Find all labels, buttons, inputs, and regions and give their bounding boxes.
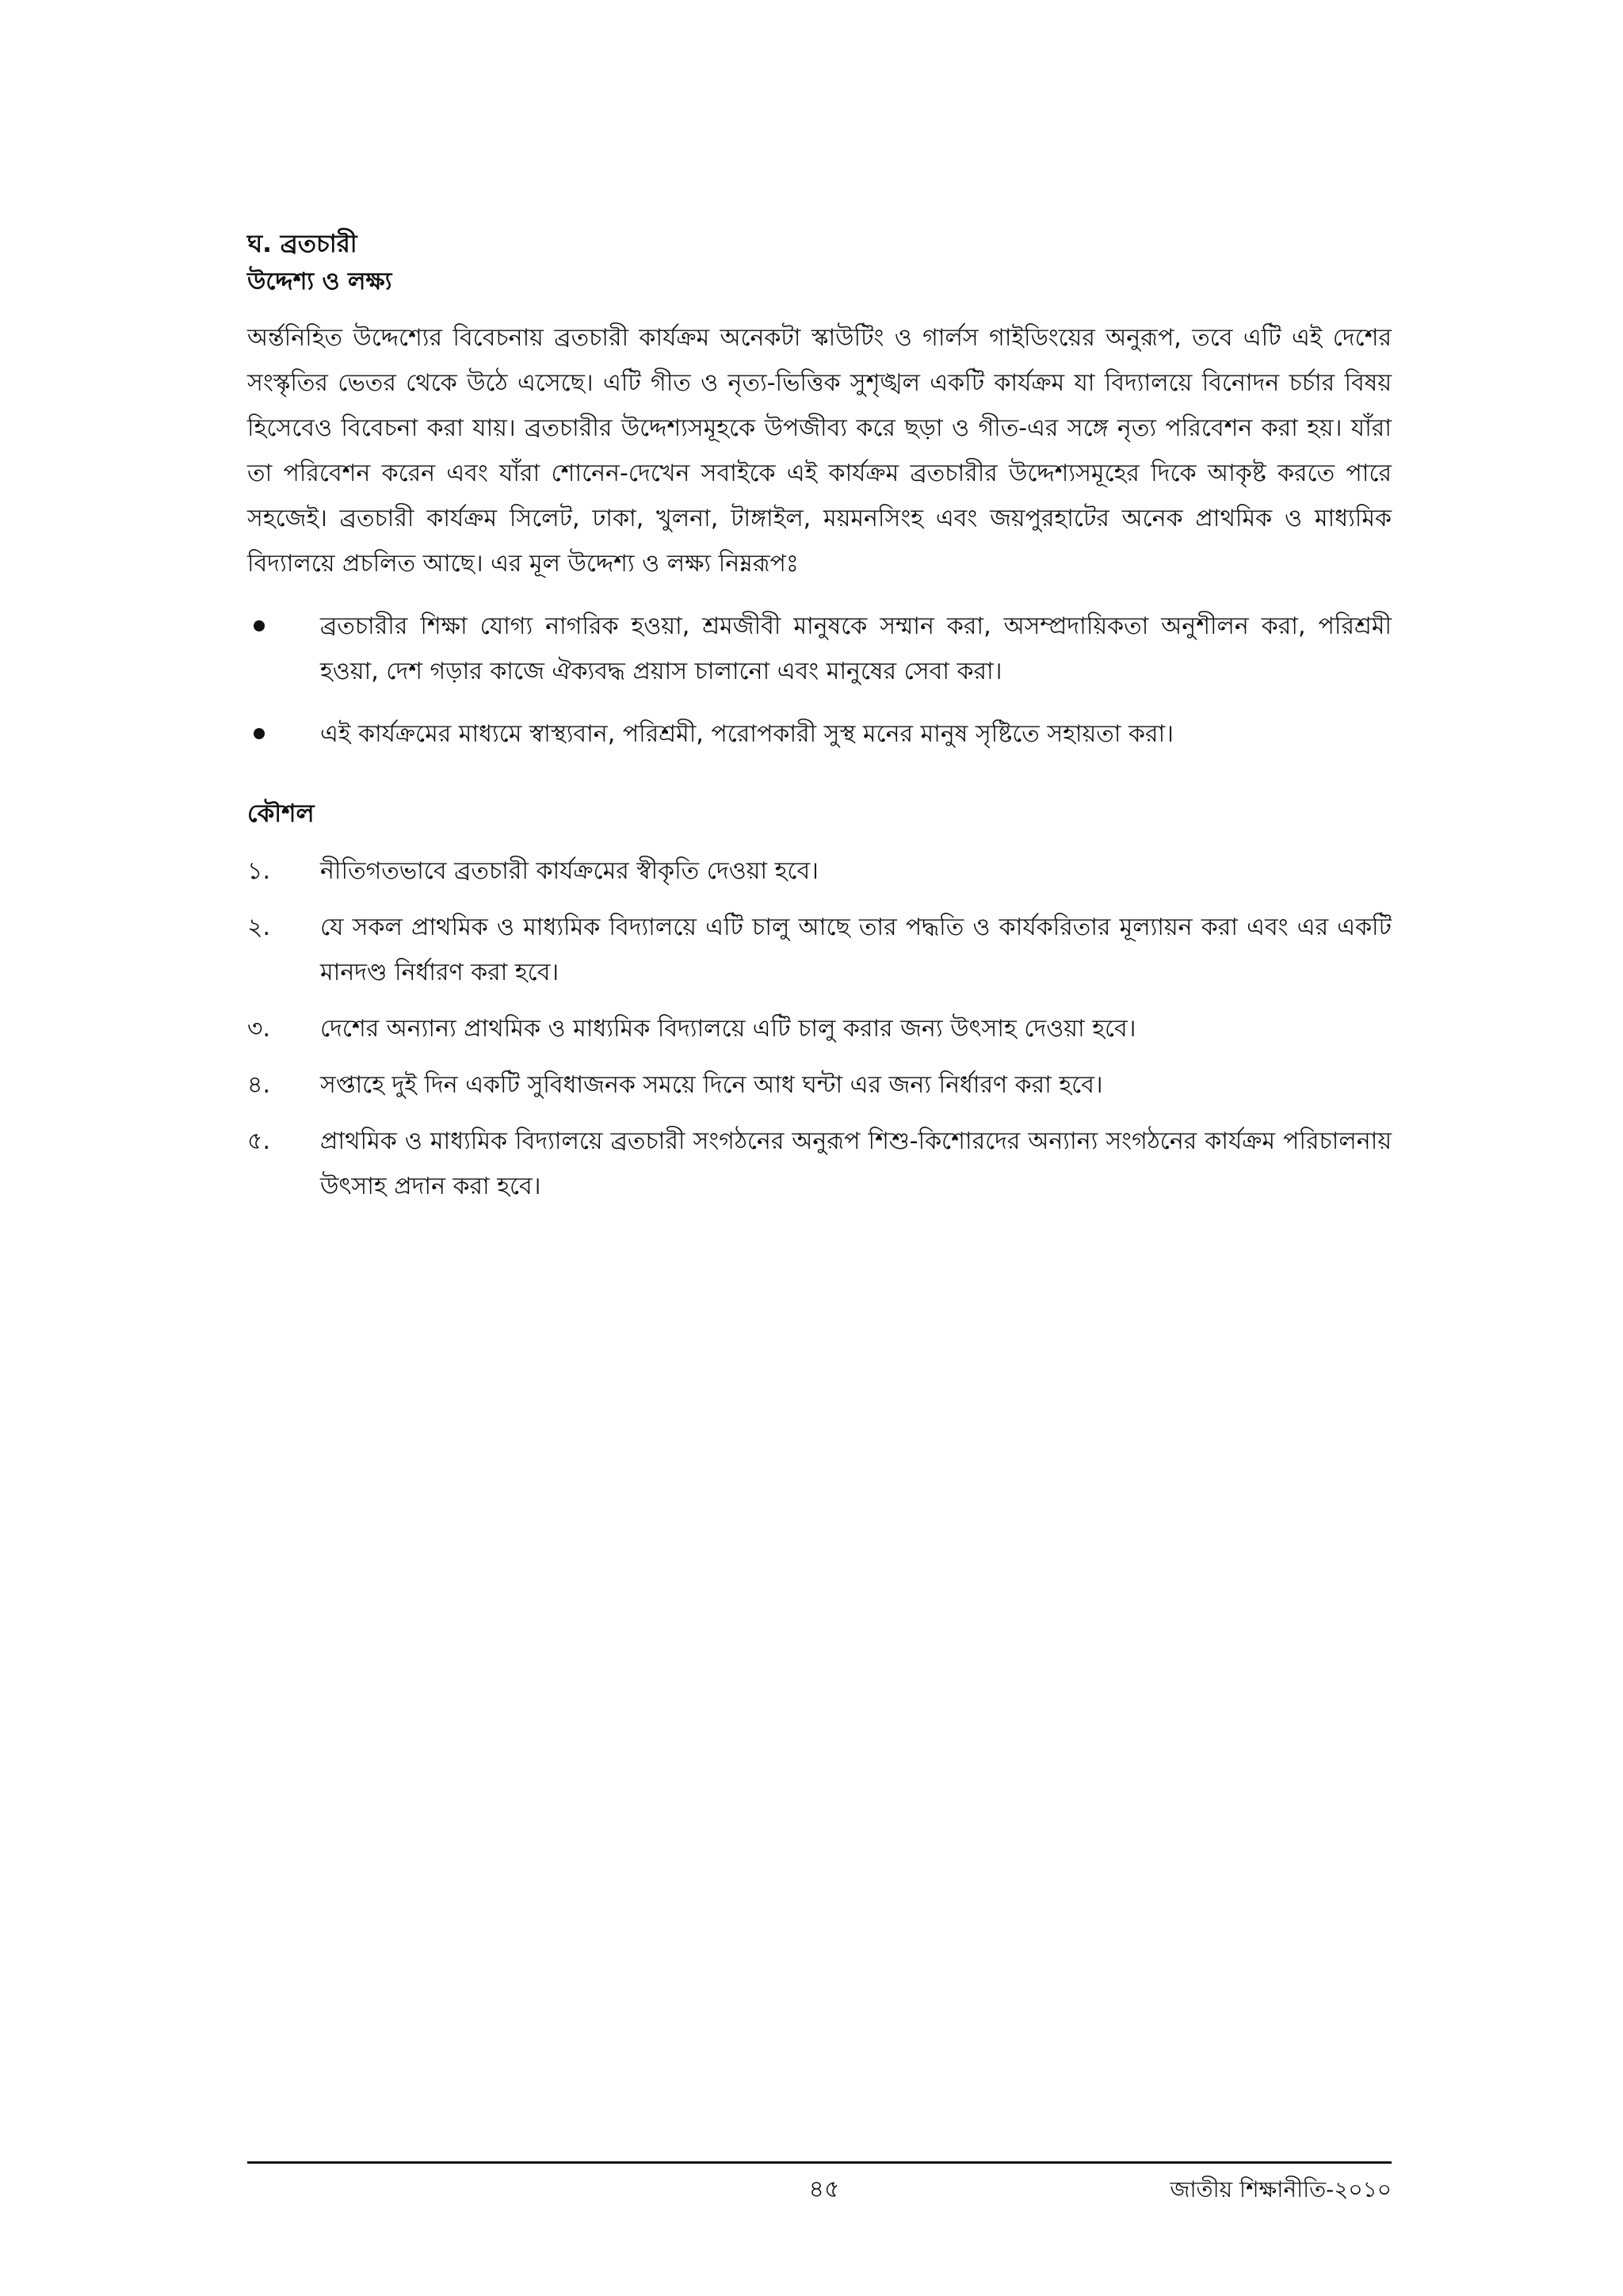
- bullet-text: ব্রতচারীর শিক্ষা যোগ্য নাগরিক হওয়া, শ্রমজীবী মানুষকে সম্মান করা, অসম্প্রদায়িকতা অনুশীলন করা, পরিশ্রমী হওয়া, দেশ গড়ার কাজে ঐক্যবদ্ধ প্রয়াস চালানো এবং মানুষের সেবা করা।: [320, 612, 1392, 685]
- document-title-footer: জাতীয় শিক্ষানীতি-২০১০: [1170, 2176, 1392, 2203]
- intro-paragraph: অর্ন্তনিহিত উদ্দেশ্যের বিবেচনায় ব্রতচারী কার্যক্রম অনেকটা স্কাউটিং ও গার্লস গাইডিংয়ের অনুরূপ, তবে এটি এই দেশের সংস্কৃতির ভেতর থেকে উঠে এসেছে। এটি গীত ও নৃত্য-ভিত্তিক সুশৃঙ্খল একটি কার্যক্রম যা বিদ্যালয়ে বিনোদন চর্চার বিষয় হিসেবেও বিবেচনা করা যায়। ব্রতচারীর উদ্দেশ্যসমূহকে উপজীব্য করে ছড়া ও গীত-এর সঙ্গে নৃত্য পরিবেশন করা হয়। যাঁরা তা পরিবেশন করেন এবং যাঁরা শোনেন-দেখেন সবাইকে এই কার্যক্রম ব্রতচারীর উদ্দেশ্যসমূহের দিকে আকৃষ্ট করতে পারে সহজেই। ব্রতচারী কার্যক্রম সিলেট, ঢাকা, খুলনা, টাঙ্গাইল, ময়মনসিংহ এবং জয়পুরহাটের অনেক প্রাথমিক ও মাধ্যমিক বিদ্যালয়ে প্রচলিত আছে। এর মূল উদ্দেশ্য ও লক্ষ্য নিম্নরূপঃ: [247, 324, 1392, 578]
- list-item: [247, 1119, 1392, 1209]
- item-text: দেশের অন্যান্য প্রাথমিক ও মাধ্যমিক বিদ্যালয়ে এটি চালু করার জন্য উৎসাহ দেওয়া হবে।: [320, 1015, 1136, 1043]
- list-item: [247, 604, 1392, 694]
- item-number: ৩.: [247, 1015, 271, 1043]
- list-item: [247, 905, 1392, 995]
- strategy-list: [247, 849, 1392, 1209]
- item-number: ২.: [247, 913, 271, 941]
- bullet-icon: [254, 728, 265, 739]
- footer-divider: [247, 2161, 1392, 2164]
- item-number: ৫.: [247, 1127, 271, 1155]
- list-item: [247, 1006, 1392, 1051]
- strategy-heading: কৌশল: [247, 799, 315, 828]
- section-subtitle: উদ্দেশ্য ও লক্ষ্য: [247, 268, 392, 296]
- bullet-icon: [254, 620, 265, 631]
- page-number: ৪৫: [808, 2176, 840, 2203]
- item-text: প্রাথমিক ও মাধ্যমিক বিদ্যালয়ে ব্রতচারী সংগঠনের অনুরূপ শিশু-কিশোরদের অন্যান্য সংগঠনের কার্যক্রম পরিচালনায় উৎসাহ প্রদান করা হবে।: [320, 1127, 1392, 1200]
- item-text: সপ্তাহে দুই দিন একটি সুবিধাজনক সময়ে দিনে আধ ঘন্টা এর জন্য নির্ধারণ করা হবে।: [320, 1071, 1103, 1099]
- objectives-list: [247, 604, 1392, 757]
- list-item: [247, 711, 1392, 757]
- section-title: ঘ. ব্রতচারী: [247, 230, 357, 258]
- page-content: [247, 225, 1392, 1220]
- item-text: নীতিগতভাবে ব্রতচারী কার্যক্রমের স্বীকৃতি দেওয়া হবে।: [320, 857, 819, 885]
- item-number: ৪.: [247, 1071, 271, 1099]
- item-text: যে সকল প্রাথমিক ও মাধ্যমিক বিদ্যালয়ে এটি চালু আছে তার পদ্ধতি ও কার্যকরিতার মূল্যায়ন করা এবং এর একটি মানদণ্ড নির্ধারণ করা হবে।: [320, 913, 1392, 986]
- list-item: [247, 849, 1392, 894]
- list-item: [247, 1062, 1392, 1108]
- item-number: ১.: [247, 857, 271, 885]
- bullet-text: এই কার্যক্রমের মাধ্যমে স্বাস্থ্যবান, পরিশ্রমী, পরোপকারী সুস্থ মনের মানুষ সৃষ্টিতে সহায়তা করা।: [320, 720, 1174, 748]
